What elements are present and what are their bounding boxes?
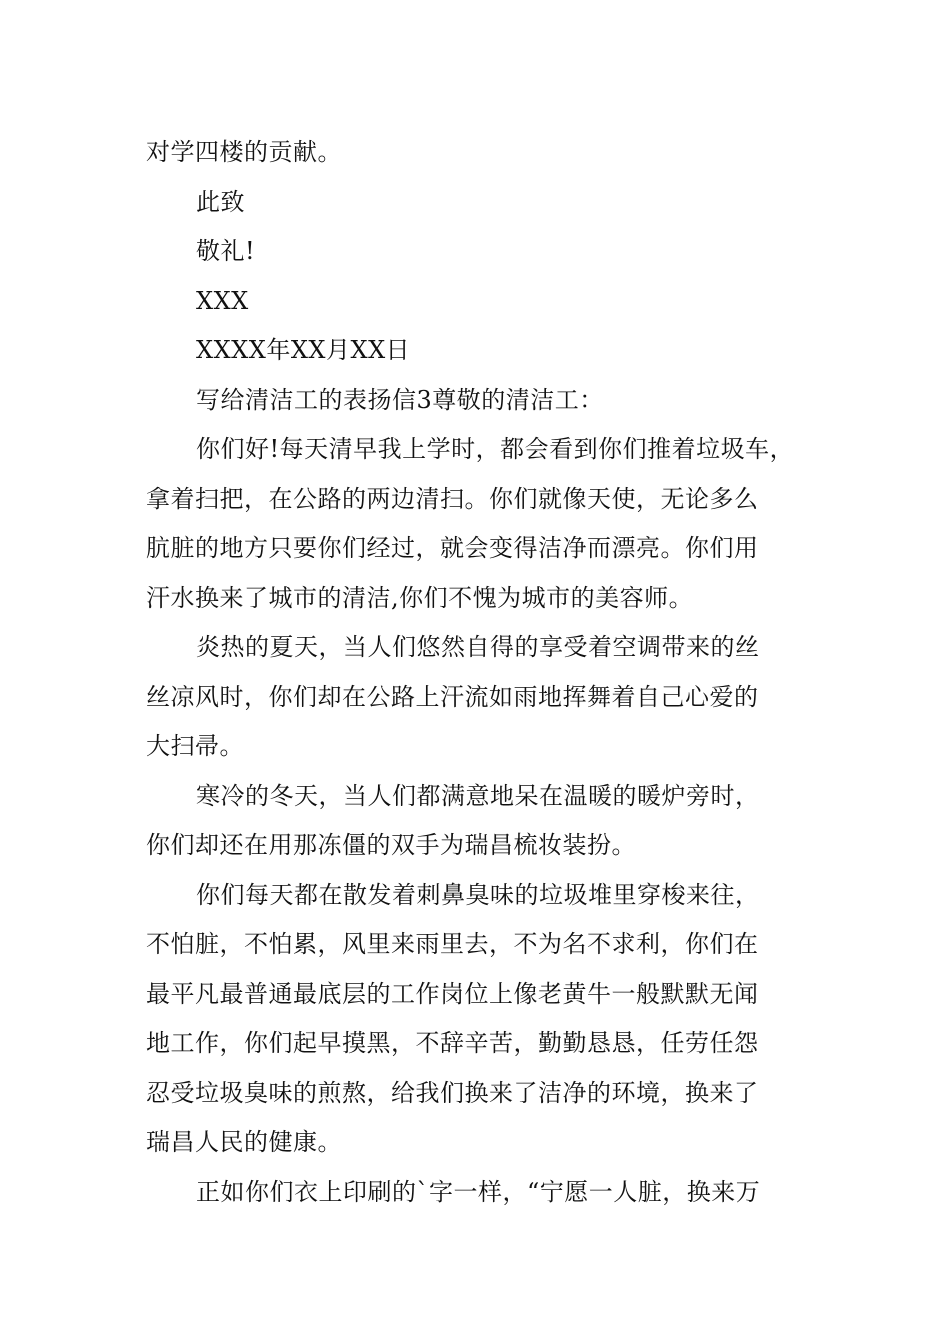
- text-line: 拿着扫把，在公路的两边清扫。你们就像天使，无论多么: [146, 484, 759, 513]
- closing-salutation: 此致: [196, 187, 245, 216]
- text-line: 丝凉风时，你们却在公路上汗流如雨地挥舞着自己心爱的: [146, 682, 759, 711]
- text-line: 不怕脏，不怕累，风里来雨里去，不为名不求利，你们在: [146, 930, 759, 958]
- signature-date: XXXX年XX月XX日: [196, 336, 411, 364]
- text-line: 你们却还在用那冻僵的双手为瑞昌梳妆装扮。: [146, 831, 636, 859]
- letter-body: [146, 128, 826, 1217]
- text-line: 对学四楼的贡献。: [146, 138, 342, 166]
- text-line: 你们每天都在散发着刺鼻臭味的垃圾堆里穿梭来往，: [196, 880, 760, 909]
- text-line: 大扫帚。: [146, 732, 244, 760]
- text-line: 炎热的夏天，当人们悠然自得的享受着空调带来的丝: [196, 633, 760, 661]
- text-line: 汗水换来了城市的清洁,你们不愧为城市的美容师。: [146, 583, 694, 612]
- closing-regards: 敬礼!: [196, 237, 256, 265]
- text-line: 瑞昌人民的健康。: [146, 1128, 342, 1156]
- text-line: 最平凡最普通最底层的工作岗位上像老黄牛一般默默无闻: [146, 979, 759, 1008]
- text-line: 肮脏的地方只要你们经过，就会变得洁净而漂亮。你们用: [146, 534, 759, 562]
- text-line: 忍受垃圾臭味的煎熬，给我们换来了洁净的环境，换来了: [146, 1078, 759, 1107]
- text-line: 你们好!每天清早我上学时，都会看到你们推着垃圾车，: [196, 435, 795, 463]
- text-line: 寒冷的冬天，当人们都满意地呆在温暖的暖炉旁时，: [196, 781, 760, 810]
- letter-title-line: 写给清洁工的表扬信3尊敬的清洁工：: [196, 385, 604, 414]
- text-line: 正如你们衣上印刷的`字一样，“宁愿一人脏，换来万: [196, 1177, 761, 1206]
- text-line: 地工作，你们起早摸黑，不辞辛苦，勤勤恳恳，任劳任怨: [146, 1029, 759, 1057]
- signature-name: XXX: [196, 286, 249, 315]
